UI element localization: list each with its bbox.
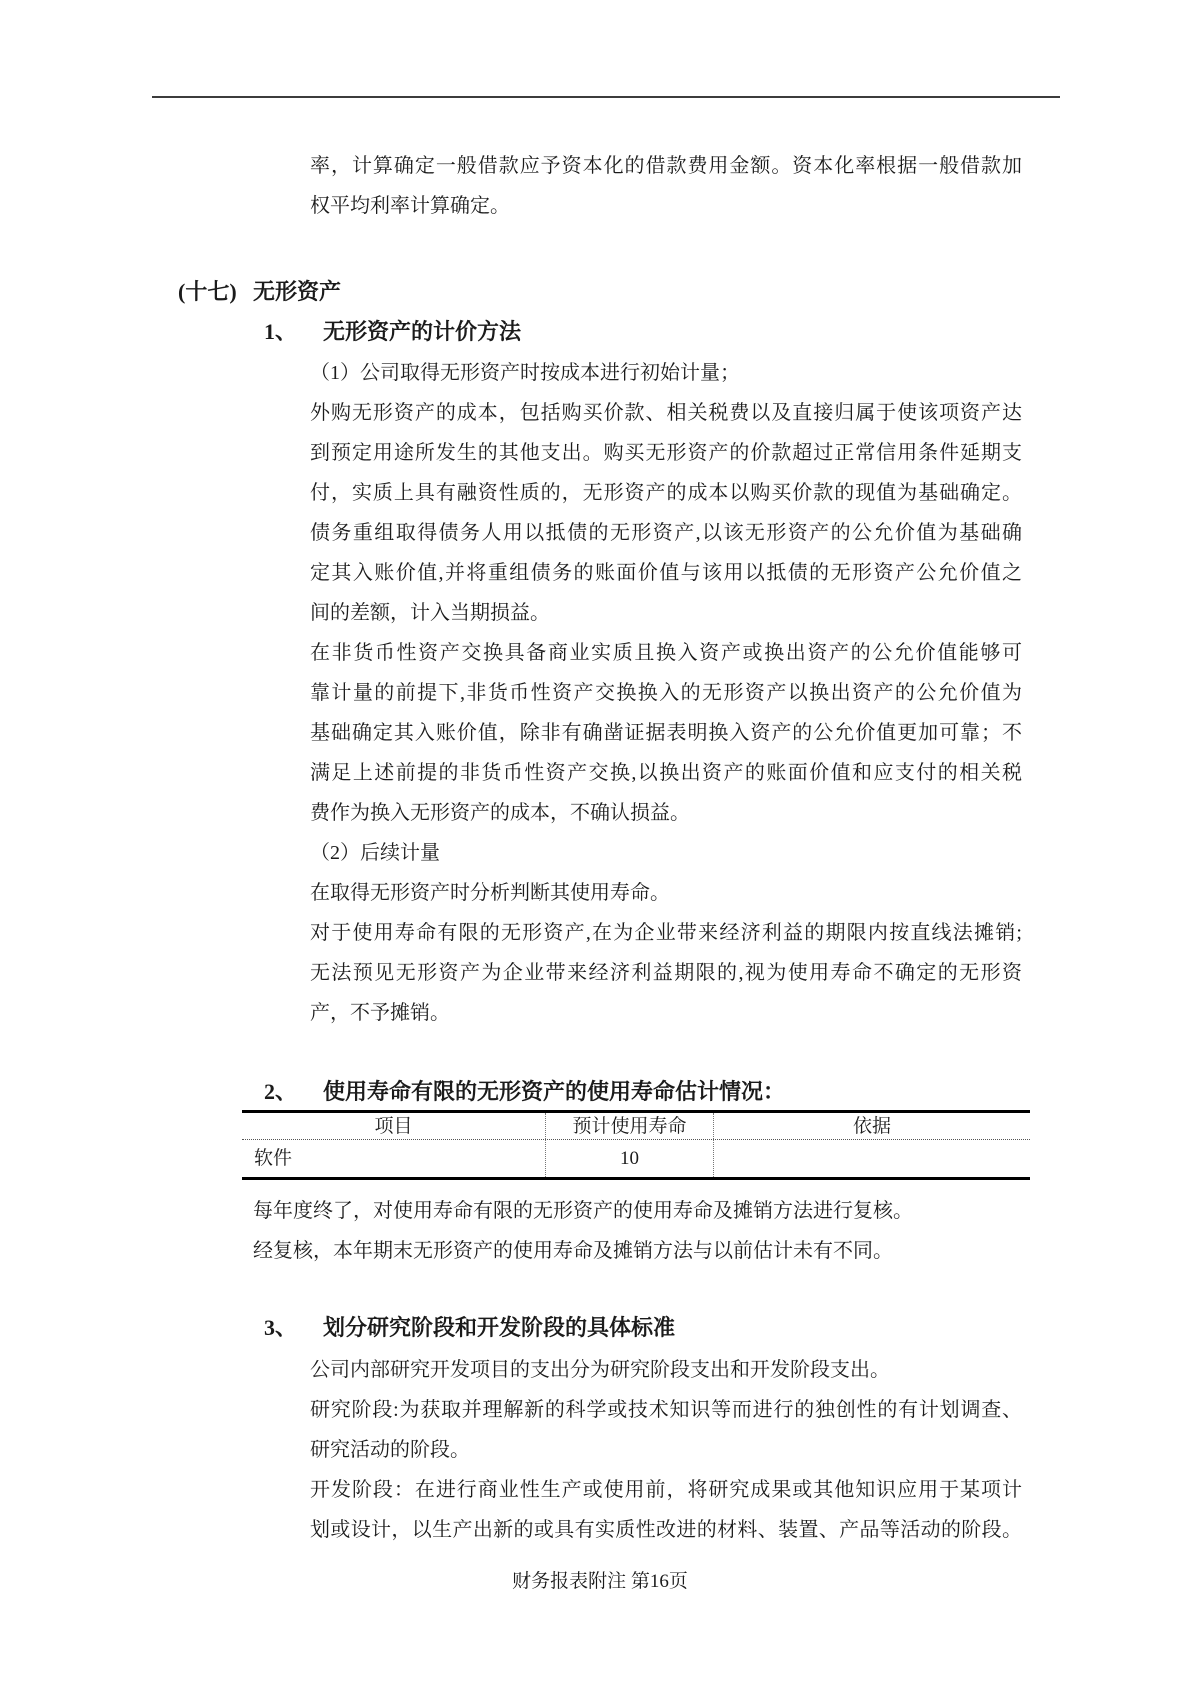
section-heading-17	[178, 272, 341, 312]
useful-life-table	[242, 1110, 1030, 1180]
paragraph-line: 付，实质上具有融资性质的，无形资产的成本以购买价款的现值为基础确定。	[310, 482, 1022, 504]
paragraph-line: （1）公司取得无形资产时按成本进行初始计量；	[310, 362, 740, 384]
paragraph-line: 费作为换入无形资产的成本，不确认损益。	[310, 802, 690, 824]
paragraph-line: 研究活动的阶段。	[310, 1439, 470, 1461]
paragraph-line: 外购无形资产的成本，包括购买价款、相关税费以及直接归属于使该项资产达	[310, 402, 1022, 424]
paragraph-line: 开发阶段：在进行商业性生产或使用前，将研究成果或其他知识应用于某项计	[310, 1479, 1022, 1501]
page-footer: 财务报表附注 第16页	[512, 1571, 688, 1592]
paragraph-line: 权平均利率计算确定。	[310, 195, 510, 217]
section-number: (十七)	[178, 279, 237, 304]
paragraph-line: 靠计量的前提下,非货币性资产交换换入的无形资产以换出资产的公允价值为	[310, 682, 1022, 704]
paragraph-line: 率，计算确定一般借款应予资本化的借款费用金额。资本化率根据一般借款加	[310, 155, 1022, 177]
paragraph-line: 在取得无形资产时分析判断其使用寿命。	[310, 882, 670, 904]
paragraph-line: 定其入账价值,并将重组债务的账面价值与该用以抵债的无形资产公允价值之	[310, 562, 1022, 584]
paragraph-line: 经复核，本年期末无形资产的使用寿命及摊销方法与以前估计未有不同。	[253, 1240, 893, 1262]
subsection-heading-2	[264, 1072, 785, 1112]
table-header-item: 项目	[374, 1116, 413, 1137]
subsection-title: 划分研究阶段和开发阶段的具体标准	[323, 1315, 676, 1340]
paragraph-line: 研究阶段:为获取并理解新的科学或技术知识等而进行的独创性的有计划调查、	[310, 1399, 1022, 1421]
paragraph-line: 间的差额，计入当期损益。	[310, 602, 550, 624]
paragraph-line: 到预定用途所发生的其他支出。购买无形资产的价款超过正常信用条件延期支	[310, 442, 1022, 464]
subsection-number: 3、	[264, 1315, 298, 1340]
subsection-heading-1	[264, 312, 521, 352]
paragraph-line: 基础确定其入账价值，除非有确凿证据表明换入资产的公允价值更加可靠；不	[310, 722, 1022, 744]
header-rule	[152, 96, 1060, 98]
paragraph-line: 满足上述前提的非货币性资产交换,以换出资产的账面价值和应支付的相关税	[310, 762, 1022, 784]
subsection-title: 无形资产的计价方法	[323, 319, 522, 344]
paragraph-line: （2）后续计量	[310, 842, 440, 864]
paragraph-line: 债务重组取得债务人用以抵债的无形资产,以该无形资产的公允价值为基础确	[310, 522, 1022, 544]
paragraph-line: 公司内部研究开发项目的支出分为研究阶段支出和开发阶段支出。	[310, 1359, 890, 1381]
subsection-heading-3	[264, 1308, 675, 1348]
subsection-title: 使用寿命有限的无形资产的使用寿命估计情况：	[323, 1079, 786, 1104]
table-cell-basis	[713, 1140, 1030, 1177]
subsection-number: 2、	[264, 1079, 298, 1104]
paragraph-line: 在非货币性资产交换具备商业实质且换入资产或换出资产的公允价值能够可	[310, 642, 1022, 664]
paragraph-line: 产，不予摊销。	[310, 1002, 450, 1024]
table-header-life: 预计使用寿命	[545, 1113, 713, 1139]
table-header-basis: 依据	[713, 1113, 1030, 1139]
table-cell-item: 软件	[254, 1148, 293, 1169]
paragraph-line: 划或设计，以生产出新的或具有实质性改进的材料、装置、产品等活动的阶段。	[310, 1519, 1022, 1541]
paragraph-line: 对于使用寿命有限的无形资产,在为企业带来经济利益的期限内按直线法摊销;	[310, 922, 1022, 944]
subsection-number: 1、	[264, 319, 298, 344]
section-title: 无形资产	[253, 279, 342, 304]
paragraph-line: 每年度终了，对使用寿命有限的无形资产的使用寿命及摊销方法进行复核。	[253, 1200, 913, 1222]
table-row	[242, 1140, 1030, 1177]
table-cell-life: 10	[545, 1140, 713, 1177]
table-header-row	[242, 1113, 1030, 1140]
paragraph-line: 无法预见无形资产为企业带来经济利益期限的,视为使用寿命不确定的无形资	[310, 962, 1022, 984]
